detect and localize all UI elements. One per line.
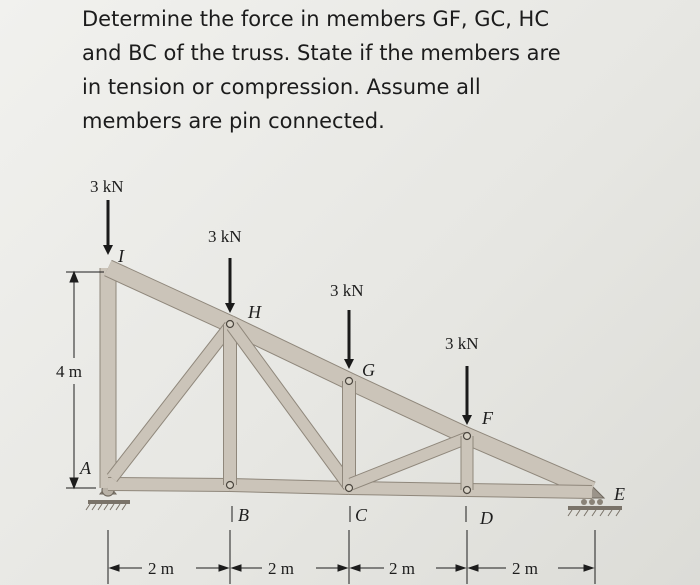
node-label-H: H [248, 302, 261, 322]
node-label-B: B [238, 505, 249, 525]
member-DE [467, 490, 592, 492]
node-label-G: G [362, 360, 375, 380]
problem-line-4: members are pin connected. [82, 109, 385, 133]
problem-line-3: in tension or compression. Assume all [82, 75, 481, 99]
member-FE [467, 436, 592, 490]
dimension-span-AB: 2 m [148, 559, 174, 578]
pin-D [464, 487, 471, 494]
dimension-height: 4 m [56, 362, 82, 381]
problem-line-2: and BC of the truss. State if the members are [82, 41, 561, 65]
dimension-span-DE: 2 m [512, 559, 538, 578]
member-AB [108, 484, 230, 485]
load-label-H: 3 kN [208, 227, 242, 246]
dimension-span-BC: 2 m [268, 559, 294, 578]
load-label-F: 3 kN [445, 334, 479, 353]
node-label-I: I [118, 246, 124, 266]
load-label-I: 3 kN [90, 177, 124, 196]
node-label-C: C [355, 505, 368, 525]
member-GF [349, 381, 467, 436]
node-label-F: F [482, 408, 493, 428]
dimension-span-CD: 2 m [389, 559, 415, 578]
node-label-D: D [480, 508, 493, 528]
member-BC [230, 485, 349, 488]
member-CD [349, 488, 467, 490]
pin-B [227, 482, 234, 489]
problem-line-1: Determine the force in members GF, GC, HC [82, 7, 549, 31]
load-label-G: 3 kN [330, 281, 364, 300]
member-AH [112, 326, 230, 478]
pin-G [346, 378, 353, 385]
pin-C [346, 485, 353, 492]
node-label-A: A [80, 458, 91, 478]
member-IH [108, 268, 230, 324]
node-label-E: E [614, 484, 625, 504]
pin-F [464, 433, 471, 440]
pin-H [227, 321, 234, 328]
member-CF [351, 438, 467, 484]
